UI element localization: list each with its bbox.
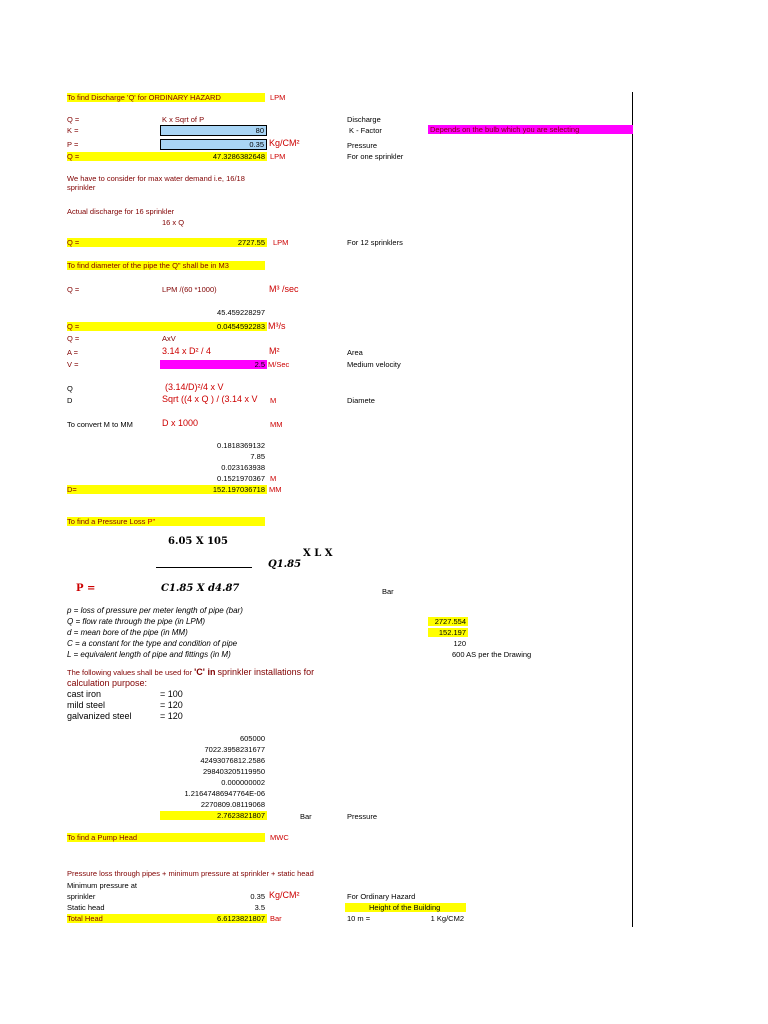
pressure-heading-text: To find a Pressure Loss: [67, 517, 146, 526]
building-height-label: Height of the Building: [345, 903, 466, 912]
formula-divider: [156, 567, 252, 568]
k-label: K =: [67, 126, 79, 135]
static-head-label: Static head: [67, 903, 105, 912]
c-values-intro-c: sprinkler installations for: [217, 667, 315, 677]
calc-value-1: 0.1818369132: [217, 441, 265, 450]
def-c: C = a constant for the type and condition of pipe: [67, 639, 238, 648]
k-note: Depends on the bulb which you are selecting: [428, 125, 633, 134]
formula-numerator: 6.05 X 105: [168, 536, 228, 547]
c-values-intro: [67, 667, 314, 678]
p-label: P =: [67, 140, 79, 149]
discharge-heading: To find Discharge 'Q' for ORDINARY HAZARD: [67, 93, 265, 102]
v-label: V =: [67, 360, 79, 369]
calc-value-2: 7.85: [250, 452, 265, 461]
dq2-value: 0.0454592283: [160, 322, 267, 331]
convert-unit: MM: [270, 420, 283, 429]
q-formula: K x Sqrt of P: [162, 115, 205, 124]
c-values-intro-b: 'C' in: [194, 667, 216, 677]
total-head-unit: Bar: [270, 914, 282, 923]
dq3-label: Q =: [67, 334, 80, 343]
q2-label: Q =: [67, 152, 160, 161]
d-formula: Sqrt ((4 x Q ) / (3.14 x V: [162, 394, 258, 404]
d-label: D: [67, 396, 73, 405]
pl-result-desc: Pressure: [347, 812, 378, 821]
a-label: A =: [67, 348, 79, 357]
total-head-label: Total Head: [67, 914, 160, 923]
dq3-formula: AxV: [162, 334, 176, 343]
formula-multiplier: X L X: [303, 548, 333, 559]
def-q: Q = flow rate through the pipe (in LPM): [67, 617, 206, 626]
actual-discharge-formula: 16 x Q: [162, 218, 185, 227]
galvanized-steel-value: = 120: [160, 711, 183, 721]
pl-value-1: 605000: [239, 734, 265, 743]
v-input-cell[interactable]: 2.5: [160, 360, 267, 369]
def-q-value: 2727.554: [428, 617, 468, 626]
a-unit: M²: [269, 346, 280, 356]
conversion-left: 10 m =: [347, 914, 371, 923]
k-input-cell[interactable]: 80: [160, 125, 267, 136]
max-demand-note: We have to consider for max water demand i.e, 16/18 sprinkler: [67, 174, 245, 192]
q4-formula: (3.14/D)²/4 x V: [165, 382, 224, 392]
pump-note: Pressure loss through pipes + minimum pressure at sprinkler + static head: [67, 869, 314, 878]
convert-label: To convert M to MM: [67, 420, 133, 429]
min-pressure-value: 0.35: [250, 892, 265, 901]
dq-value: 45.459228297: [217, 308, 265, 317]
galvanized-steel-label: galvanized steel: [67, 711, 132, 721]
q2-value: 47.3286382648: [160, 152, 267, 161]
min-pressure-label-b: sprinkler: [67, 892, 96, 901]
d2-label: D=: [67, 485, 160, 494]
pl-denominator: C1.85 X d4.87: [161, 583, 240, 594]
cast-iron-label: cast iron: [67, 689, 102, 699]
def-c-value: 120: [453, 639, 466, 648]
pl-value-2: 7022.3958231677: [204, 745, 265, 754]
k-desc: K - Factor: [349, 126, 382, 135]
pl-value-7: 2270809.08119068: [200, 800, 265, 809]
q2-desc: For one sprinkler: [347, 152, 404, 161]
pl-label: P =: [76, 583, 96, 594]
v-unit: M/Sec: [268, 360, 290, 369]
pump-unit: MWC: [270, 833, 289, 842]
pl-value-5: 0.000000002: [221, 778, 265, 787]
diameter-heading: To find diameter of the pipe the Q" shall be in M3: [67, 261, 265, 270]
q3-desc: For 12 sprinklers: [347, 238, 403, 247]
min-pressure-label-a: Minimum pressure at: [67, 881, 138, 890]
pressure-heading-suffix: P": [147, 517, 156, 526]
dq2-unit: M³/s: [268, 321, 286, 331]
cast-iron-value: = 100: [160, 689, 183, 699]
calc-value-4: 0.1521970367: [217, 474, 265, 483]
pump-heading: To find a Pump Head: [67, 833, 265, 842]
p-unit: Kg/CM²: [269, 138, 300, 148]
dq-label: Q =: [67, 285, 80, 294]
d2-unit: MM: [269, 485, 282, 494]
calc-value-4-unit: M: [270, 474, 277, 483]
a-desc: Area: [347, 348, 363, 357]
conversion-right: 1 Kg/CM2: [430, 914, 464, 923]
p-input-cell[interactable]: 0.35: [160, 139, 267, 150]
c-values-intro-a: The following values shall be used for: [67, 668, 193, 677]
v-desc: Medium velocity: [347, 360, 401, 369]
min-pressure-desc: For Ordinary Hazard: [347, 892, 416, 901]
def-d-value: 152.197: [428, 628, 468, 637]
def-p: p = loss of pressure per meter length of pipe (bar): [67, 606, 243, 615]
pl-value-4: 298403205119950: [202, 767, 265, 776]
q2-unit: LPM: [270, 152, 286, 161]
discharge-heading-unit: LPM: [270, 93, 286, 102]
def-l: L = equivalent length of pipe and fittings (in M): [67, 650, 231, 659]
def-l-value: 600 AS per the Drawing: [452, 650, 532, 659]
d2-value: 152.197036718: [160, 485, 267, 494]
formula-q-term: Q1.85: [268, 559, 302, 570]
pl-value-3: 42493076812.2586: [200, 756, 265, 765]
mild-steel-value: = 120: [160, 700, 183, 710]
mild-steel-label: mild steel: [67, 700, 106, 710]
q3-unit: LPM: [273, 238, 289, 247]
page-edge-line: [632, 92, 633, 927]
convert-formula: D x 1000: [162, 418, 199, 428]
static-head-value: 3.5: [254, 903, 265, 912]
q-desc: Discharge: [347, 115, 381, 124]
total-head-value: 6.6123821807: [160, 914, 267, 923]
a-formula: 3.14 x D² / 4: [162, 346, 212, 356]
actual-discharge-label: Actual discharge for 16 sprinkler: [67, 207, 175, 216]
def-d: d = mean bore of the pipe (in MM): [67, 628, 188, 637]
q3-value: 2727.55: [160, 238, 267, 247]
pl-value-6: 1.21647486947764E-06: [184, 789, 265, 798]
d-desc: Diamete: [347, 396, 375, 405]
min-pressure-unit: Kg/CM²: [269, 890, 300, 900]
p-desc: Pressure: [347, 141, 378, 150]
dq-unit: M³ /sec: [269, 284, 299, 294]
dq-formula: LPM /(60 *1000): [162, 285, 217, 294]
dq2-label: Q =: [67, 322, 160, 331]
q-label: Q =: [67, 115, 80, 124]
pl-result-unit: Bar: [300, 812, 312, 821]
pressure-heading: [67, 517, 265, 526]
calc-value-3: 0.023163938: [221, 463, 265, 472]
pl-bar: Bar: [382, 587, 394, 596]
q4-label: Q: [67, 384, 73, 393]
q3-label: Q =: [67, 238, 160, 247]
pl-result: 2.7623821807: [160, 811, 267, 820]
d-unit: M: [270, 396, 277, 405]
c-values-intro-d: calculation purpose:: [67, 678, 148, 688]
